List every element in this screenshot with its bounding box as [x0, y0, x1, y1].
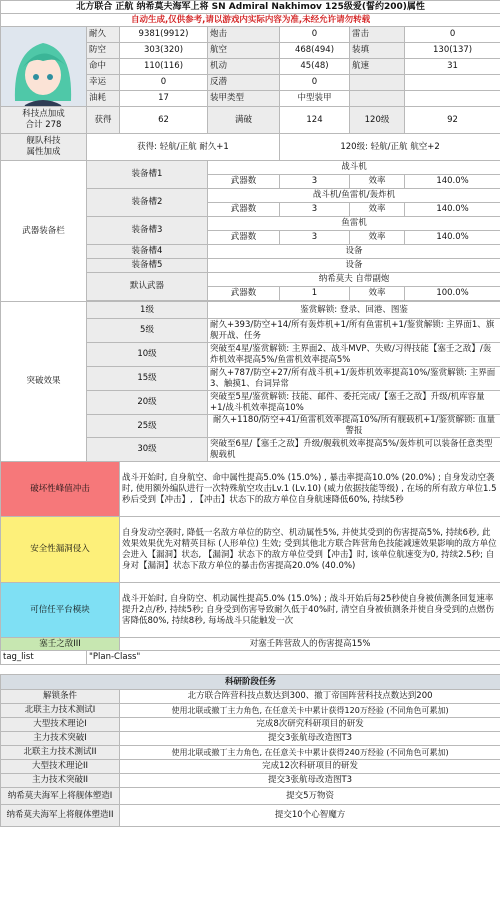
research-task-desc: 完成8次研究科研项目的研发 [120, 718, 500, 732]
stat-value: 17 [120, 91, 208, 107]
efficiency-value: 140.0% [405, 231, 500, 245]
breakthrough-level: 30级 [87, 438, 208, 462]
stat-value: 0 [280, 75, 350, 91]
skill-description: 战斗开始时, 自身航空、命中属性提高5.0% (15.0%) , 暴击率提高10.0% (20.0%) ; 自身发动空袭时, 使用额外编队进行一次特殊航空攻击Lv.1 (Lv.10) (威力依据技能等级) , 在场的所有敌方单位1.5秒后受到【冲击】, 【冲击】状态下的敌方单位自身航速降低60%, 持续5秒 [120, 462, 500, 517]
efficiency-label: 效率 [350, 175, 405, 189]
efficiency-value: 140.0% [405, 175, 500, 189]
skill-name: 安全性漏洞侵入 [1, 517, 120, 583]
efficiency-label: 效率 [350, 287, 405, 301]
weapon-count: 3 [280, 175, 350, 189]
slot-type: 鱼雷机 [208, 217, 500, 231]
tech-cell: 62 [120, 107, 208, 134]
stat-label [350, 75, 405, 91]
weapon-count: 3 [280, 231, 350, 245]
research-task-desc: 提交3张航母改造图T3 [120, 732, 500, 746]
stat-value: 0 [120, 75, 208, 91]
section-divider [1, 665, 500, 675]
slot-name: 默认武器 [87, 273, 208, 301]
stat-label: 装甲类型 [208, 91, 280, 107]
slot-name: 装备槽1 [87, 161, 208, 189]
stat-label: 防空 [87, 43, 120, 59]
weapon-count-label: 武器数 [208, 231, 280, 245]
efficiency-value: 100.0% [405, 287, 500, 301]
stat-label: 雷击 [350, 27, 405, 43]
stat-label [350, 91, 405, 107]
page-title: 北方联合 正航 纳希莫夫海军上将 SN Admiral Nakhimov 125级爱(誓约200)属性 [1, 1, 500, 14]
tech-points-label: 科技点加成 合计 278 [1, 107, 87, 134]
stat-label: 命中 [87, 59, 120, 75]
research-task-desc: 使用北联或撤丁主力角色, 在任意关卡中累计获得120万经验 (不同角色可累加) [120, 704, 500, 718]
stat-value [405, 91, 500, 107]
breakthrough-text: 鉴赏解锁: 登录、回港、图鉴 [208, 302, 500, 319]
skill-description: 战斗开始时, 自身防空、机动属性提高5.0% (15.0%) ; 战斗开始后每25秒使自身被侦测条回复速率提升2点/秒, 持续5秒; 自身受到伤害导致耐久低于40%时, 清空自身被侦测条并使自身受到的点燃伤害降低80%, 持续8秒, 每场战斗只能触发一次 [120, 583, 500, 638]
research-task-desc: 提交3张航母改造图T3 [120, 774, 500, 788]
research-task-desc: 北方联合阵营科技点数达到300、撤丁帝国阵营科技点数达到200 [120, 690, 500, 704]
tech-cell: 满破 [208, 107, 280, 134]
stat-label: 装填 [350, 43, 405, 59]
breakthrough-level: 5级 [87, 319, 208, 343]
slot-name: 装备槽4 [87, 245, 208, 259]
stat-label: 油耗 [87, 91, 120, 107]
breakthrough-text: 耐久+393/防空+14/所有轰炸机+1/所有鱼雷机+1/鉴赏解锁: 主界面1、旗舰开战、任务 [208, 319, 500, 343]
stat-value: 130(137) [405, 43, 500, 59]
stat-value [405, 75, 500, 91]
slot-type: 设备 [208, 259, 500, 273]
stat-label: 航空 [208, 43, 280, 59]
stat-value: 0 [405, 27, 500, 43]
avatar [1, 27, 87, 107]
fleet-tech-label: 舰队科技 属性加成 [1, 134, 87, 161]
efficiency-label: 效率 [350, 203, 405, 217]
slot-name: 装备槽5 [87, 259, 208, 273]
stat-label: 机动 [208, 59, 280, 75]
slot-type: 设备 [208, 245, 500, 259]
stat-value: 303(320) [120, 43, 208, 59]
stat-value: 45(48) [280, 59, 350, 75]
slot-name: 装备槽3 [87, 217, 208, 245]
research-task-name: 主力技术突破I [1, 732, 120, 746]
research-task-name: 纳希莫夫海军上将舰体塑造I [1, 788, 120, 805]
slot-name: 装备槽2 [87, 189, 208, 217]
breakthrough-level: 1级 [87, 302, 208, 319]
skill-description: 自身发动空袭时, 降低一名敌方单位的防空、机动属性5%, 并使其受到的伤害提高5%, 持续6秒, 此效果效果优先对精英目标 (人形单位) 生效; 受到其他北方联合阵营角色技能减速效果影响的敌方单位会进入【漏洞】状态, 【漏洞】状态下的敌方单位受到【冲击】时, 该单位航速变为0, 持续2.5秒; 自身对【漏洞】状态下敌方单位的暴击伤害提高20.0% (40.0%) [120, 517, 500, 583]
breakthrough-text: 耐久+1180/防空+41/鱼雷机效率提高10%/所有舰载机+1/鉴赏解锁: 血量警报 [208, 415, 500, 438]
stat-value: 9381(9912) [120, 27, 208, 43]
research-task-name: 北联主力技术测试I [1, 704, 120, 718]
research-task-name: 纳希莫夫海军上将舰体塑造II [1, 805, 120, 827]
breakthrough-level: 20级 [87, 391, 208, 415]
breakthrough-label: 突破效果 [1, 302, 87, 462]
breakthrough-level: 25级 [87, 415, 208, 438]
slot-type: 战斗机 [208, 161, 500, 175]
tag-list-label: tag_list [1, 651, 87, 665]
disclaimer-text: 自动生成,仅供参考,请以游戏内实际内容为准,未经允许请勿转载 [1, 14, 500, 27]
research-task-name: 大型技术理论I [1, 718, 120, 732]
weapon-count: 3 [280, 203, 350, 217]
breakthrough-level: 10级 [87, 343, 208, 367]
stat-value: 110(116) [120, 59, 208, 75]
efficiency-label: 效率 [350, 231, 405, 245]
tech-cell: 92 [405, 107, 500, 134]
skill-name: 可信任平台模块 [1, 583, 120, 638]
research-task-name: 解锁条件 [1, 690, 120, 704]
skill-description: 对塞壬阵营敌人的伤害提高15% [120, 638, 500, 651]
research-task-name: 主力技术突破II [1, 774, 120, 788]
breakthrough-text: 耐久+787/防空+27/所有战斗机+1/轰炸机效率提高10%/鉴赏解锁: 主界面3、触摸1、台词异常 [208, 367, 500, 391]
fleet-tech-gain: 获得: 轻航/正航 耐久+1 [87, 134, 280, 161]
stat-value: 中型装甲 [280, 91, 350, 107]
weapon-count-label: 武器数 [208, 287, 280, 301]
stat-label: 耐久 [87, 27, 120, 43]
skill-name: 塞壬之敌III [1, 638, 120, 651]
tech-cell: 获得 [87, 107, 120, 134]
tech-cell: 124 [280, 107, 350, 134]
stat-value: 468(494) [280, 43, 350, 59]
research-title: 科研阶段任务 [1, 675, 500, 690]
research-task-desc: 提交5万物资 [120, 788, 500, 805]
research-task-name: 大型技术理论II [1, 760, 120, 774]
research-task-desc: 提交10个心智魔方 [120, 805, 500, 827]
stat-label: 航速 [350, 59, 405, 75]
skill-name: 破坏性峰值冲击 [1, 462, 120, 517]
fleet-tech-lv120: 120级: 轻航/正航 航空+2 [280, 134, 500, 161]
research-task-desc: 完成12次科研项目的研发 [120, 760, 500, 774]
stat-label: 幸运 [87, 75, 120, 91]
weapons-label: 武器装备栏 [1, 161, 87, 302]
stat-value: 31 [405, 59, 500, 75]
stat-label: 炮击 [208, 27, 280, 43]
stat-value: 0 [280, 27, 350, 43]
efficiency-value: 140.0% [405, 203, 500, 217]
breakthrough-text: 突破至5星/鉴赏解锁: 技能、邮件、委托完成/【塞壬之敌】升级/机库容量+1/战斗机效率提高10% [208, 391, 500, 415]
weapon-count-label: 武器数 [208, 175, 280, 189]
slot-type: 战斗机/鱼雷机/轰炸机 [208, 189, 500, 203]
breakthrough-level: 15级 [87, 367, 208, 391]
research-task-desc: 使用北联或撤丁主力角色, 在任意关卡中累计获得240万经验 (不同角色可累加) [120, 746, 500, 760]
breakthrough-text: 突破至6星/【塞壬之敌】升级/舰载机效率提高5%/轰炸机可以装备任意类型舰载机 [208, 438, 500, 462]
character-portrait-icon [7, 31, 79, 107]
tech-cell: 120级 [350, 107, 405, 134]
weapon-count-label: 武器数 [208, 203, 280, 217]
slot-type: 纳希莫夫 自带副炮 [208, 273, 500, 287]
research-task-name: 北联主力技术测试II [1, 746, 120, 760]
weapon-count: 1 [280, 287, 350, 301]
breakthrough-text: 突破至4星/鉴赏解锁: 主界面2、战斗MVP、失败/习得技能【塞壬之敌】/轰炸机效率提高5%/鱼雷机效率提高5% [208, 343, 500, 367]
tag-list-value: "Plan-Class" [87, 651, 500, 665]
stat-label: 反潜 [208, 75, 280, 91]
